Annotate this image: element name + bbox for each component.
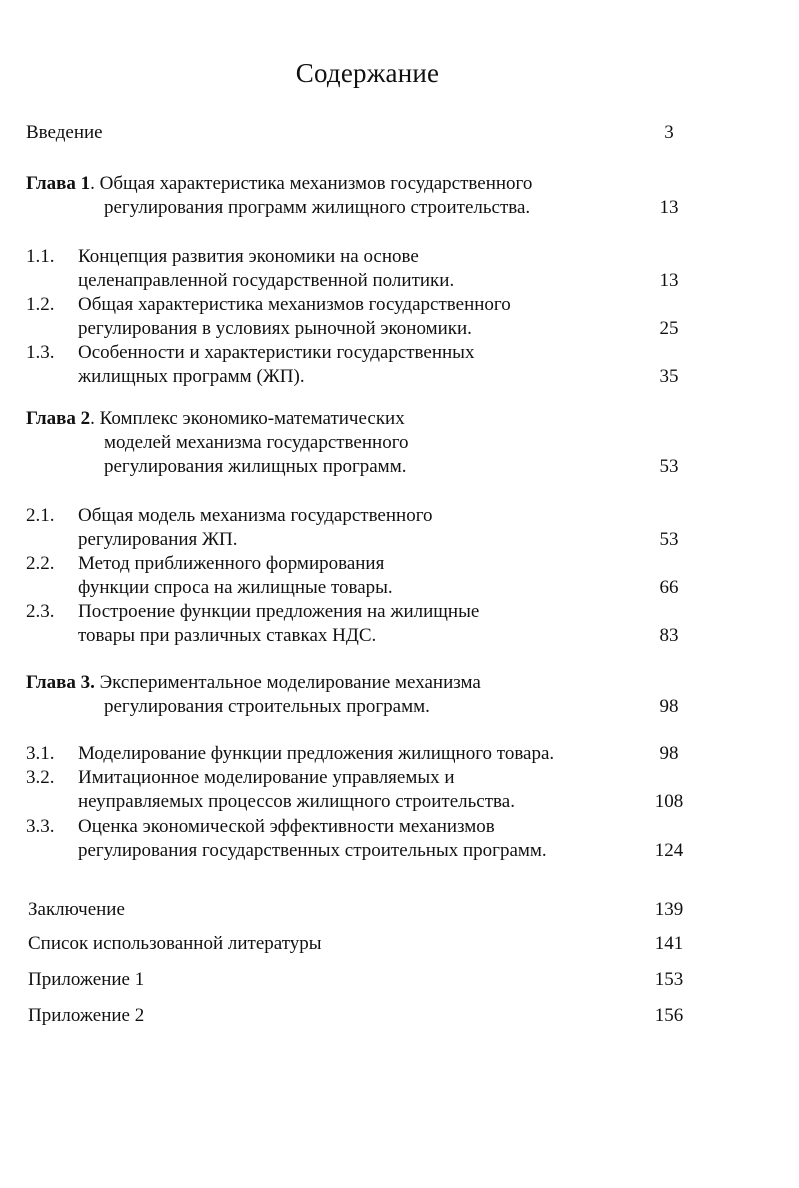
chapter-2-page: 53 — [659, 456, 679, 477]
section-1-2-line1: Общая характеристика механизмов государственного — [78, 294, 511, 315]
chapter-2-title-line1: . Комплекс экономико-математических — [90, 408, 405, 429]
toc-references-page: 141 — [654, 933, 684, 954]
toc-conclusion-page: 139 — [654, 899, 684, 920]
chapter-1-title-line2: регулирования программ жилищного строительства. — [104, 197, 531, 218]
chapter-1-heading — [26, 172, 532, 196]
section-2-2-line1: Метод приближенного формирования — [78, 553, 385, 574]
section-3-3-page: 124 — [654, 840, 684, 861]
section-3-3-line1: Оценка экономической эффективности механизмов — [78, 816, 495, 837]
chapter-1-prefix: Глава 1 — [26, 173, 91, 194]
toc-intro-label: Введение — [26, 122, 103, 143]
section-3-2-number: 3.2. — [26, 767, 55, 788]
toc-appendix-1-page: 153 — [654, 969, 684, 990]
chapter-3-prefix: Глава 3. — [26, 672, 95, 693]
chapter-3-heading — [26, 671, 481, 695]
section-3-2-page: 108 — [654, 791, 684, 812]
section-3-2-line2: неуправляемых процессов жилищного строительства. — [78, 791, 515, 812]
section-3-1-number: 3.1. — [26, 743, 55, 764]
section-1-1-line2: целенаправленной государственной политики. — [78, 270, 455, 291]
section-2-2-page: 66 — [659, 577, 679, 598]
section-1-3-page: 35 — [659, 366, 679, 387]
section-1-1-line1: Концепция развития экономики на основе — [78, 246, 419, 267]
toc-references-label: Список использованной литературы — [28, 933, 322, 954]
section-3-1-line1: Моделирование функции предложения жилищного товара. — [78, 743, 555, 764]
chapter-2-title-line3: регулирования жилищных программ. — [104, 456, 407, 477]
section-1-2-line2: регулирования в условиях рыночной экономики. — [78, 318, 472, 339]
toc-appendix-2-label: Приложение 2 — [28, 1005, 145, 1026]
toc-appendix-1-label: Приложение 1 — [28, 969, 145, 990]
section-2-2-line2: функции спроса на жилищные товары. — [78, 577, 393, 598]
section-1-1-page: 13 — [659, 270, 679, 291]
section-2-3-page: 83 — [659, 625, 679, 646]
section-2-1-line2: регулирования ЖП. — [78, 529, 238, 550]
chapter-1-page: 13 — [659, 197, 679, 218]
section-1-3-line1: Особенности и характеристики государственных — [78, 342, 475, 363]
section-2-1-line1: Общая модель механизма государственного — [78, 505, 433, 526]
section-3-3-line2: регулирования государственных строительных программ. — [78, 840, 547, 861]
section-2-2-number: 2.2. — [26, 553, 55, 574]
chapter-2-title-line2: моделей механизма государственного — [104, 432, 409, 453]
section-3-1-page: 98 — [659, 743, 679, 764]
chapter-1-title-line1: . Общая характеристика механизмов государственного — [90, 173, 533, 194]
section-1-2-number: 1.2. — [26, 294, 55, 315]
section-2-3-number: 2.3. — [26, 601, 55, 622]
chapter-3-title-line2: регулирования строительных программ. — [104, 696, 430, 717]
section-2-1-number: 2.1. — [26, 505, 55, 526]
chapter-2-heading — [26, 407, 405, 431]
section-1-3-number: 1.3. — [26, 342, 55, 363]
toc-intro-page: 3 — [664, 122, 674, 143]
section-2-3-line2: товары при различных ставках НДС. — [78, 625, 377, 646]
chapter-3-page: 98 — [659, 696, 679, 717]
section-1-2-page: 25 — [659, 318, 679, 339]
page-title: Содержание — [295, 58, 440, 88]
toc-conclusion-label: Заключение — [28, 899, 125, 920]
section-2-3-line1: Построение функции предложения на жилищные — [78, 601, 480, 622]
section-2-1-page: 53 — [659, 529, 679, 550]
section-1-1-number: 1.1. — [26, 246, 55, 267]
section-1-3-line2: жилищных программ (ЖП). — [78, 366, 305, 387]
chapter-3-title-line1: Экспериментальное моделирование механизма — [94, 672, 481, 693]
section-3-3-number: 3.3. — [26, 816, 55, 837]
toc-appendix-2-page: 156 — [654, 1005, 684, 1026]
chapter-2-prefix: Глава 2 — [26, 408, 91, 429]
section-3-2-line1: Имитационное моделирование управляемых и — [78, 767, 455, 788]
